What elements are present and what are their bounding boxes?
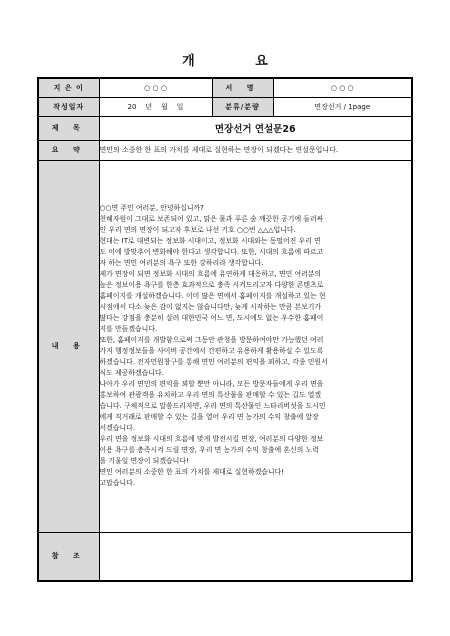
summary-row bbox=[38, 140, 412, 160]
content-body bbox=[99, 160, 412, 532]
content-line: 에게 직거래로 판매할 수 있는 길을 열어 우리 면 농가의 수익 창출에 앞장 bbox=[99, 413, 319, 421]
subject-value: 면장선거 연설문26 bbox=[99, 116, 412, 140]
page-title: 개 요 bbox=[182, 54, 296, 69]
content-line: 지를 만들겠습니다. bbox=[99, 325, 158, 333]
signature-label: 서 명 bbox=[212, 78, 273, 97]
content-line: 시점에서 다소 늦은 감이 없지는 않습니다만, 늦게 시작하는 만큼 본보기가 bbox=[99, 303, 322, 311]
subject-row bbox=[38, 116, 412, 140]
summary-form-table bbox=[37, 77, 413, 582]
content-line: 을 기울일 면장이 되겠습니다! bbox=[99, 457, 189, 465]
content-line: 많다는 강점을 충분히 살려 대한민국 어느 면, 도시에도 없는 우수한 홈페이 bbox=[99, 314, 324, 322]
content-line: 면민 여러분의 소중한 한 표의 가치를 제대로 실현하겠습니다! bbox=[99, 468, 285, 476]
content-text bbox=[100, 203, 412, 489]
category-value: 면장선거 / 1page bbox=[273, 97, 412, 116]
content-line: 홈페이지를 개설하겠습니다. 이미 많은 면에서 홈페이지를 개설하고 있는 현 bbox=[99, 292, 326, 300]
content-line: 현대는 IT로 대변되는 정보화 시대이고, 정보화 시대와는 동떨어진 우리 면 bbox=[99, 237, 321, 245]
author-label: 지 은 이 bbox=[38, 78, 99, 97]
date-value: 20 년 월 일 bbox=[99, 97, 212, 116]
content-line: 가지 행정정보들을 사이버 공간에서 간편하고 유용하게 활용하실 수 있도록 bbox=[99, 347, 324, 355]
summary-value: 면민의 소중한 한 표의 가치를 제대로 실현하는 면장이 되겠다는 연설문입니다. bbox=[99, 140, 412, 160]
content-line: 이용 욕구를 충족시켜 드릴 면장, 우리 면 농가의 수익 창출에 혼신의 노력 bbox=[99, 446, 319, 454]
category-label: 분류/분량 bbox=[212, 97, 273, 116]
date-row bbox=[38, 97, 412, 116]
summary-label: 요 약 bbox=[38, 140, 99, 160]
date-label: 작성일자 bbox=[38, 97, 99, 116]
content-row bbox=[38, 160, 412, 532]
content-line: 도 이에 발맞추어 변화해야 한다고 생각합니다. 또한, 시대의 흐름에 따르고 bbox=[99, 248, 324, 256]
content-line: ○○면 주민 여러분, 안녕하십니까? bbox=[99, 204, 204, 212]
content-line: 나아가 우리 면민의 편익을 꾀할 뿐만 아니라, 모든 방문자들에게 우리 면을 bbox=[99, 380, 324, 388]
content-line: 제가 면장이 되면 정보화 시대의 흐름에 유연하게 대응하고, 면민 여러분의 bbox=[99, 270, 322, 278]
content-line: 식도 제공하겠습니다. bbox=[99, 369, 164, 377]
content-line: 서겠습니다. bbox=[99, 424, 135, 432]
content-line: 또한, 홈페이지를 개발함으로써 그동안 관청을 방문하여야만 가능했던 여러 bbox=[99, 336, 324, 344]
content-line: 습니다. 구체적으로 말씀드리자면, 우리 면의 특산물인 느타리버섯을 도시민 bbox=[99, 402, 326, 410]
author-value: ○ ○ ○ bbox=[99, 78, 212, 97]
content-line: 높은 정보이용 욕구를 한층 효과적으로 충족 시켜드리고자 다양한 콘텐츠로 bbox=[99, 281, 324, 289]
content-line: 인 우리 면의 면장이 되고자 후보로 나선 기호 ○○번 △△△입니다. bbox=[99, 226, 296, 234]
reference-row bbox=[38, 532, 412, 581]
subject-label: 제 목 bbox=[38, 116, 99, 140]
content-line: 고맙습니다. bbox=[99, 479, 135, 487]
content-line: 천혜자원이 그대로 보존되어 있고, 맑은 물과 푸른 숲 깨끗한 공기에 둘러싸 bbox=[99, 215, 324, 223]
content-line: 홍보하여 관광객을 유치하고 우리 면의 특산물을 판매할 수 있는 길도 열겠 bbox=[99, 391, 322, 399]
author-row bbox=[38, 78, 412, 97]
content-line: 자 하는 면민 여러분의 욕구 또한 강하리라 생각합니다. bbox=[99, 259, 264, 267]
reference-value bbox=[99, 532, 412, 581]
content-line: 우리 면을 정보화 시대의 흐름에 맞게 발전시킬 면장, 여러분의 다양한 정보 bbox=[99, 435, 324, 443]
reference-label: 참 조 bbox=[38, 532, 99, 581]
signature-value: ○ ○ ○ bbox=[273, 78, 412, 97]
content-line: 하겠습니다. 전자민원창구를 통해 면민 여러분의 편익을 꾀하고, 각종 민원서 bbox=[99, 358, 328, 366]
content-label: 내 용 bbox=[38, 160, 99, 532]
